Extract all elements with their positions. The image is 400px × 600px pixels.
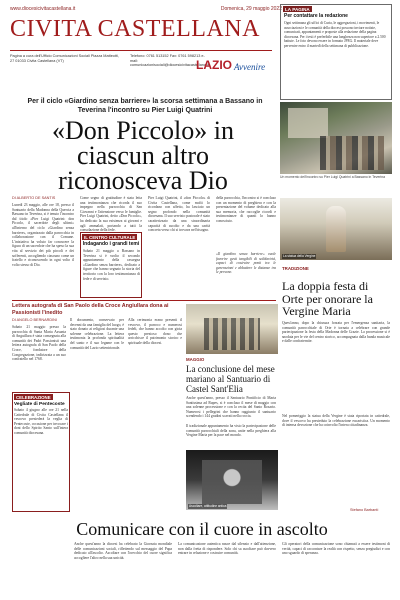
mariano-body-2: Il tradizionale appuntamento ha visto la partecipazione delle comunità parrocchiali della zona, unite nella preghiera alla Vergine Maria per la pace nel mondo. — [186, 424, 276, 438]
contact-phone-email: Telefono: 0761 513152 Fax: 0761 598213 e-mail: comunicazionisociali@diocesicivitacastellana.it — [130, 54, 209, 68]
madonna-photo — [280, 198, 392, 260]
statue-shape — [326, 206, 346, 252]
bottom-headline: Comunicare con il cuore in ascolto — [76, 519, 328, 539]
masthead-rule — [10, 50, 272, 51]
main-byline: DI ALBERTO DE SANTIS — [12, 196, 56, 200]
side-story-tag: TRADIZIONE — [282, 266, 309, 271]
side-story-body-2: Nel pomeriggio la statua della Vergine è stata riportata in cattedrale, dove il vescovo ha presieduto la celebrazione eucaristica. Un momento di intensa devozione che ha coinvolto l'intera cittadinanza. — [282, 414, 390, 428]
mariano-tag: MAGGIO — [186, 357, 205, 362]
letter-headline: Lettera autografa di San Paolo della Croce Angiullara dona ai Passionisti l'inedito — [12, 303, 169, 316]
mariano-headline: La conclusione del mese mariano al Santuario di Castel Sant'Elia — [186, 364, 275, 394]
letter-col-2: Il documento, conservato per decenni da una famiglia del luogo, è stato donato ai religiosi durante una solenne celebrazione. La lettera testimonia la profonda spiritualità del santo e il suo legame con le comunità del Lazio settentrionale. — [70, 318, 124, 350]
section-rule — [12, 300, 276, 301]
masthead-title: CIVITA CASTELLANA — [10, 16, 260, 42]
main-photo-caption: Un momento dell'incontro su Pier Luigi Quatrini a Bassano in Teverina — [280, 175, 385, 179]
main-headline: «Don Piccolo» in ciascun altro riconosceva Dio — [52, 116, 234, 195]
side-story-headline: La doppia festa di Orte per onorare la Vergine Maria — [282, 279, 373, 318]
site-url[interactable]: www.diocesicivitacastellana.it — [10, 6, 76, 12]
sidebar-title: Per contattare la redazione — [284, 13, 348, 19]
letter-byline: DI ANGELO BERNARDINI — [12, 318, 57, 322]
bottom-col-2: La comunicazione autentica nasce dal silenzio e dall'attenzione, non dalla fretta di rispondere. Solo chi sa ascoltare può davvero entrare in relazione e costruire comunità. — [178, 542, 276, 556]
sanctuary-photo — [186, 304, 278, 354]
listening-photo-caption: Ascoltare, attitudine antica — [189, 504, 227, 509]
main-article-col-2: Come segno di gratitudine è stata letta una testimonianza che ricorda il suo impegno nella parrocchia di San Giovanni e l'attenzione verso le famiglie. Pier Luigi Quatrini, detto «Don Piccolo», ha dedicato la sua esistenza ai giovani e agli ammalati, portando a tutti la consolazione della fede. — [80, 196, 142, 233]
letter-col-3: Alla cerimonia erano presenti il vescovo, il parroco e numerosi fedeli, che hanno accolto con gioia questo prezioso dono che arricchisce il patrimonio storico e spirituale della diocesi. — [128, 318, 182, 345]
letter-col-1: Sabato 21 maggio presso la parrocchia di Santa Maria Assunta di Anguillara è stata consegnata alla comunità dei Padri Passionisti una lettera autografa di San Paolo della Croce, fondatore della Congregazione, indirizzata a un suo confratello nel 1768. — [12, 325, 66, 362]
issue-date: Domenica, 29 maggio 2022 — [220, 6, 282, 12]
side-story-byline: Stefano Barbanti — [350, 508, 379, 512]
lazio-logo: LAZIO — [196, 58, 232, 72]
listening-photo — [186, 450, 278, 510]
celebration-label: CELEBRAZIONE — [16, 394, 51, 400]
avvenire-logo: Avvenire — [234, 62, 266, 72]
culture-center-title: Indagando i grandi temi — [82, 241, 140, 247]
culture-center-label: IL CENTRO CULTURALE — [84, 234, 136, 240]
photo-building — [288, 108, 328, 138]
mariano-body: Anche quest'anno, presso il Santuario Pontificio di Maria Santissima ad Rupes, si è concluso il mese di maggio con una solenne processione e con la recita del Santo Rosario. Numerosi i pellegrini che hanno raggiunto il santuario scendendo i 144 gradini scavati nella roccia. — [186, 396, 276, 419]
celebration-title: Vegliate di Pentecoste — [14, 402, 65, 407]
quote-body: «Il giardino senza barriere» vuole favorire gesti tangibili di solidarietà, capaci di costruire ponti tra le generazioni e abbattere le distanze tra le persone. — [216, 252, 276, 275]
culture-center-body: Sabato 21 maggio a Bassano in Teverina si è svolto il secondo appuntamento della rassegna «Giardino senza barriere», dedicato a figure che hanno segnato la storia del territorio con la loro testimonianza di fede e di servizio. — [83, 249, 140, 281]
bottom-col-1: Anche quest'anno la diocesi ha celebrato la Giornata mondiale delle comunicazioni sociali, riflettendo sul messaggio del Papa dedicato all'ascolto. Ascoltare con l'orecchio del cuore significa accogliere l'altro nella sua unicità. — [74, 542, 172, 560]
side-story-body: Quest'anno, dopo la chiusura forzata per l'emergenza sanitaria, la comunità parrocchiale di Orte è tornata a celebrare con grande partecipazione la festa della Madonna delle Grazie. La processione si è snodata per le vie del centro storico, accompagnata dalla banda musicale e dalle confraternite. — [282, 321, 390, 344]
sidebar-label: LA PAGINA — [285, 6, 310, 12]
celebration-body: Sabato 4 giugno alle ore 21 nella Cattedrale di Civita Castellana il vescovo presiederà la veglia di Pentecoste, occasione per invocare i doni dello Spirito Santo sull'intera comunità diocesana. — [14, 408, 68, 435]
main-article-col-3: Pier Luigi Quatrini, il «don Piccolo» di Civita Castellana, come molti lo ricordano con affetto, ha lasciato un segno profondo nella comunità diocesana. Il suo servizio pastorale è stato caratterizzato da una straordinaria capacità di ascolto e da una carità concreta verso chi si trovava nel bisogno. — [148, 196, 210, 233]
main-article-col-1: Lunedì 23 maggio, alle ore 18, presso il Santuario della Madonna della Quercia a Bassano in Teverina, si è tenuto l'incontro dal titolo «Pier Luigi Quatrini: don Piccolo, il sacerdote degli ultimi» all'interno del ciclo «Giardino senza barriere», organizzato dalla parrocchia in collaborazione con il Comune. L'iniziativa ha voluto far conoscere la figura di un sacerdote che ha speso la sua vita al servizio dei più piccoli e dei sofferenti, accogliendo ciascuno come un fratello e riconoscendo in ogni volto il volto stesso di Dio. — [12, 203, 74, 267]
contact-address: Pagina a cura dell'Ufficio Comunicazioni Sociali Piazza Matteotti, 27 01033 Civita Castellana (VT) — [10, 54, 119, 63]
madonna-photo-caption: La statua della Vergine — [283, 254, 316, 259]
procession-shape — [204, 318, 260, 350]
main-photo — [280, 102, 392, 174]
main-kicker: Per il ciclo «Giardino senza barriere» la scorsa settimana a Bassano in Teverina l'incontro su Pier Luigi Quatrini — [27, 98, 263, 114]
listening-figure — [202, 460, 262, 504]
photo-people — [320, 136, 384, 170]
bottom-col-3: Gli operatori della comunicazione sono chiamati a essere testimoni di verità, capaci di raccontare la realtà con rispetto, senza pregiudizi e con uno sguardo di speranza. — [282, 542, 390, 556]
main-article-col-4: della parrocchia, l'incontro si è concluso con un momento di preghiera e con la presentazione del volume dedicato alla sua memoria, che raccoglie ricordi e testimonianze di quanti lo hanno conosciuto. — [216, 196, 276, 223]
sidebar-body: Ogni settimana gli uffici di Curia, le aggregazioni, i movimenti, le associazioni e le comunità della diocesi possono inviare notizie, comunicati, appuntamenti e proposte alla redazione della pagina diocesana. Per i testi è preferibile una lunghezza non superiore a 2.500 battute. Le foto devono essere in formato JPEG. Il materiale deve pervenire entro il martedì della settimana di pubblicazione. — [284, 21, 386, 48]
